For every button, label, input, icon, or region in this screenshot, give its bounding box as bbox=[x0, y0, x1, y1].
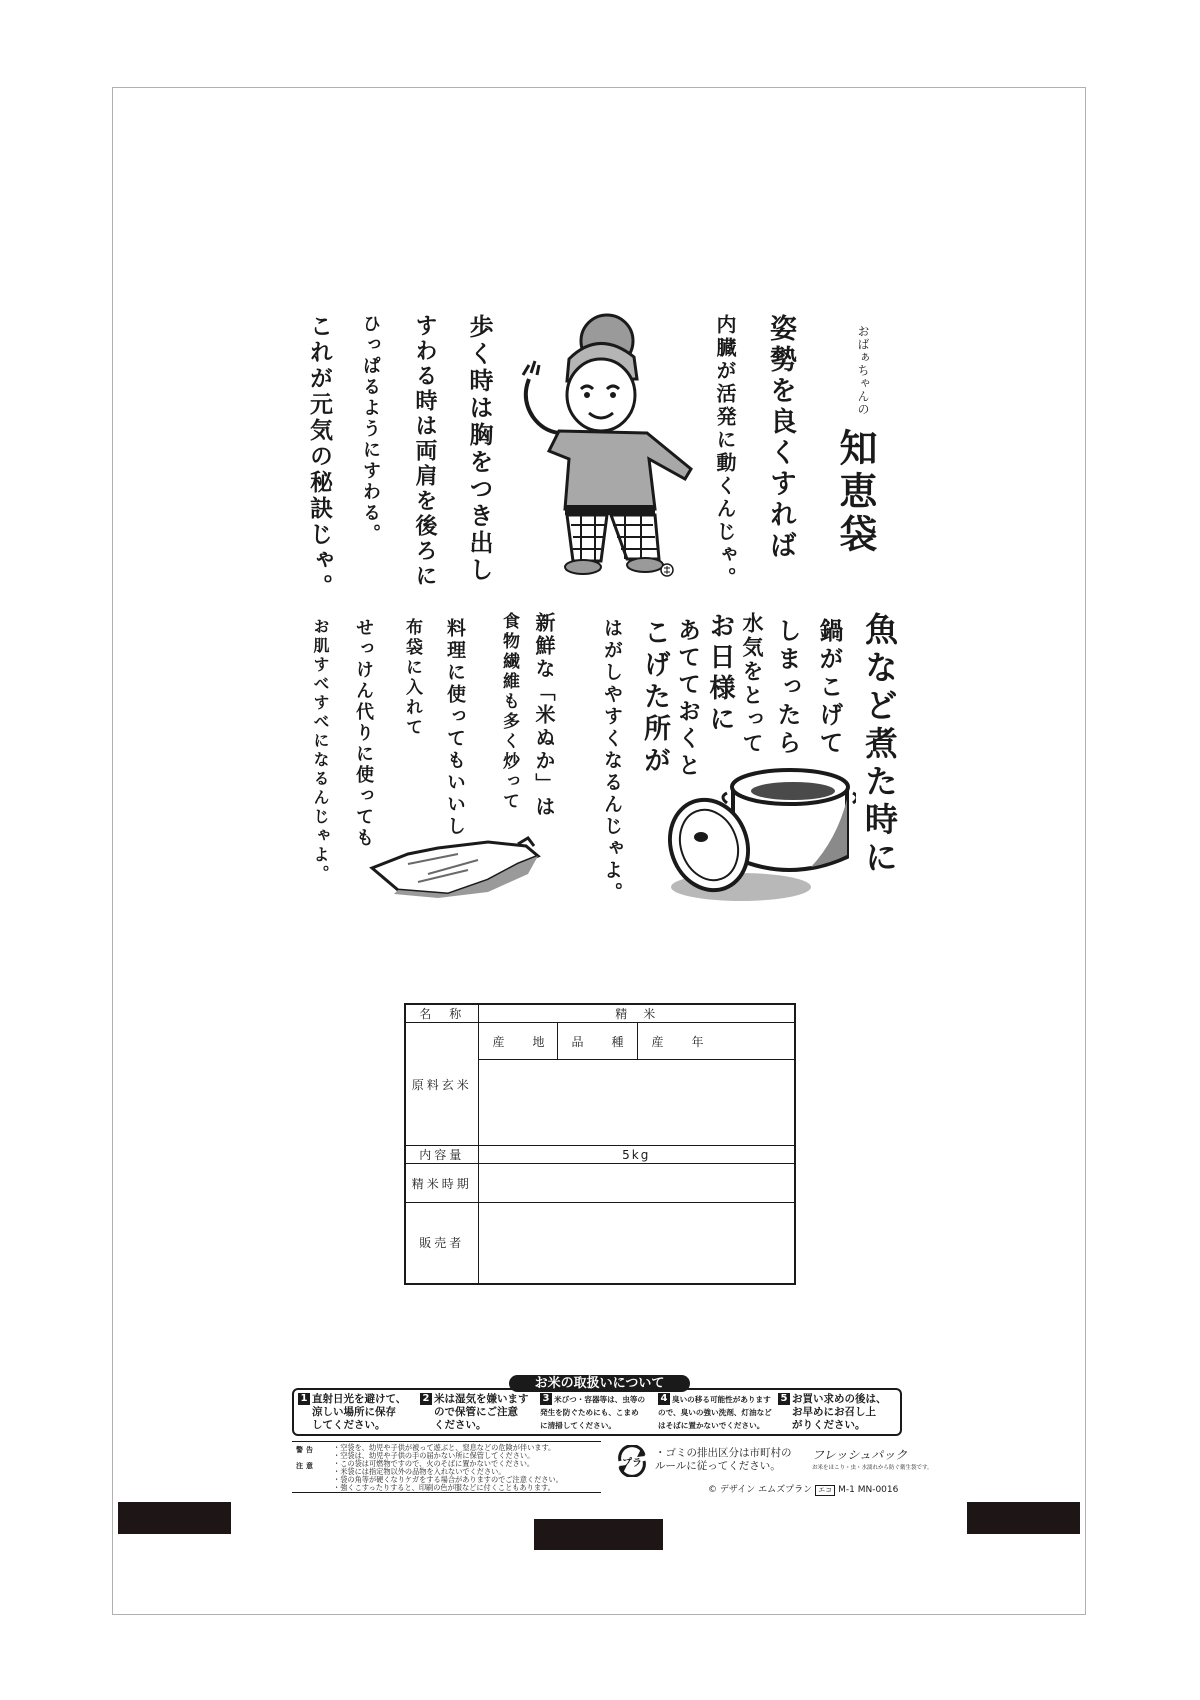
grandma-illustration bbox=[509, 309, 693, 580]
lower-column-10: 食物繊維も多く炒って bbox=[499, 612, 519, 812]
handling-number: 4 bbox=[658, 1393, 670, 1405]
recycle-note bbox=[655, 1447, 792, 1473]
raw-rice-label: 原料玄米 bbox=[405, 1023, 478, 1146]
name-value: 精 米 bbox=[478, 1004, 795, 1023]
fresh-pack-note: お米をほこり・虫・水濡れから防ぐ衛生袋です。 bbox=[812, 1465, 933, 1471]
handling-item-2 bbox=[420, 1393, 536, 1432]
lower-column-6: あてておくと bbox=[674, 618, 701, 780]
lower-column-7: こげた所が bbox=[639, 618, 670, 778]
name-label: 名 称 bbox=[405, 1004, 478, 1023]
caution-label: 注意 bbox=[296, 1462, 316, 1470]
handling-item-3 bbox=[540, 1393, 656, 1432]
handling-line: 涼しい場所に保存 bbox=[312, 1406, 396, 1418]
title-small: おばぁちゃんの bbox=[856, 325, 870, 416]
handling-line: 直射日光を避けて、 bbox=[312, 1393, 407, 1405]
content-value: 5kg bbox=[478, 1146, 795, 1164]
handling-item-5 bbox=[778, 1393, 894, 1432]
rice-bran-bag-illustration bbox=[368, 834, 542, 900]
upper-column-6: これが元気の秘訣じゃ。 bbox=[306, 314, 333, 600]
plastic-mark-text: プラ bbox=[622, 1458, 642, 1469]
handling-line: 発生を防ぐためにも、こまめ bbox=[540, 1408, 639, 1417]
credit-prefix: © デザイン エムズプラン bbox=[708, 1485, 813, 1495]
left-registration-bar bbox=[118, 1502, 231, 1534]
handling-number: 5 bbox=[778, 1393, 790, 1405]
handling-line: ので、臭いの強い洗剤、灯油など bbox=[658, 1408, 772, 1417]
lower-column-12: 布袋に入れて bbox=[402, 618, 422, 738]
handling-line: 臭いの移る可能性があります bbox=[672, 1395, 771, 1404]
handling-line: ので保管にご注意 bbox=[434, 1406, 518, 1418]
handling-line: はそばに置かないでください。 bbox=[658, 1421, 765, 1430]
recycle-note-line: ルールに従ってください。 bbox=[655, 1460, 781, 1472]
warning-line: ・米袋には指定物以外の品物を入れないでください。 bbox=[333, 1467, 506, 1477]
handling-item-4 bbox=[658, 1393, 774, 1432]
title-large: 知恵袋 bbox=[833, 428, 878, 557]
handling-number: 3 bbox=[540, 1393, 552, 1405]
center-registration-bar bbox=[534, 1519, 663, 1550]
lower-column-9: 新鮮な「米ぬか」は bbox=[532, 612, 556, 819]
raw-rice-value bbox=[478, 1060, 795, 1146]
handling-line: 米は湿気を嫌います bbox=[434, 1393, 529, 1405]
warning-line: ・空袋を、幼児や子供が被って遊ぶと、窒息などの危険が伴います。 bbox=[333, 1443, 556, 1452]
right-registration-bar bbox=[967, 1502, 1080, 1534]
handling-line: お早めにお召し上 bbox=[792, 1406, 876, 1418]
content-label: 内容量 bbox=[405, 1146, 478, 1164]
lower-column-11: 料理に使ってもいいし bbox=[444, 618, 466, 838]
origin-header: 産 地 bbox=[478, 1023, 557, 1060]
lower-column-8: はがしやすくなるんじゃよ。 bbox=[601, 618, 623, 904]
handling-number: 2 bbox=[420, 1393, 432, 1405]
product-code: M-1 MN-0016 bbox=[838, 1485, 899, 1495]
fresh-pack-logo: フレッシュパック bbox=[812, 1448, 908, 1462]
product-label-table bbox=[404, 1003, 796, 1285]
handling-line: に清掃してください。 bbox=[540, 1421, 616, 1430]
handling-line: がりください。 bbox=[792, 1419, 866, 1431]
handling-item-1 bbox=[298, 1393, 414, 1432]
milling-date-value bbox=[478, 1164, 795, 1203]
milling-date-label: 精米時期 bbox=[405, 1164, 478, 1203]
lower-column-5: お日様に bbox=[705, 612, 735, 736]
lower-column-13: せっけん代りに使っても bbox=[353, 618, 374, 849]
upper-column-3: 歩く時は胸をつき出し bbox=[465, 314, 494, 584]
warning-lines bbox=[333, 1444, 563, 1493]
handling-line: お買い求めの後は、 bbox=[792, 1393, 887, 1405]
artist-seal bbox=[660, 563, 674, 577]
upper-column-4: すわる時は両肩を後ろに bbox=[412, 314, 438, 589]
lower-column-1: 魚など煮た時に bbox=[860, 612, 899, 878]
warning-line: ・空袋は、幼児や子供の手の届かない所に保管してください。 bbox=[333, 1451, 535, 1461]
lower-column-3: しまったら bbox=[773, 618, 802, 758]
warning-line: ・強くこすったりすると、印刷の色が服などに付くこともあります。 bbox=[333, 1483, 555, 1493]
recycle-note-line: ・ゴミの排出区分は市町村の bbox=[655, 1447, 792, 1459]
handling-line: してください。 bbox=[312, 1419, 386, 1431]
lower-column-2: 鍋がこげて bbox=[815, 618, 844, 758]
seller-label: 販売者 bbox=[405, 1203, 478, 1284]
handling-number: 1 bbox=[298, 1393, 310, 1405]
upper-column-1: 姿勢を良くすれば bbox=[765, 314, 796, 562]
pot-illustration bbox=[661, 759, 856, 905]
year-header: 産 年 bbox=[637, 1023, 795, 1060]
variety-header: 品 種 bbox=[557, 1023, 637, 1060]
handling-title: お米の取扱いについて bbox=[509, 1375, 690, 1392]
eco-mark: エコ bbox=[815, 1485, 835, 1496]
plastic-recycle-icon bbox=[614, 1445, 650, 1477]
seller-value bbox=[478, 1203, 795, 1284]
warning-line: ・この袋は可燃物ですので、火のそばに置かないでください。 bbox=[333, 1459, 535, 1469]
lower-column-14: お肌すべすべになるんじゃよ。 bbox=[311, 618, 330, 884]
warning-label: 警告 bbox=[296, 1446, 316, 1454]
upper-column-5: ひっぱるようにすわる。 bbox=[360, 314, 381, 545]
upper-column-2: 内臓が活発に動くんじゃ。 bbox=[713, 314, 737, 590]
handling-line: 米びつ・容器等は、虫等の bbox=[554, 1395, 646, 1404]
handling-line: ください。 bbox=[434, 1419, 487, 1431]
lower-column-4: 水気をとって bbox=[740, 612, 765, 756]
warning-line: ・袋の角等が硬くなりケガをする場合がありますのでご注意ください。 bbox=[333, 1475, 563, 1485]
design-credit bbox=[708, 1482, 898, 1496]
